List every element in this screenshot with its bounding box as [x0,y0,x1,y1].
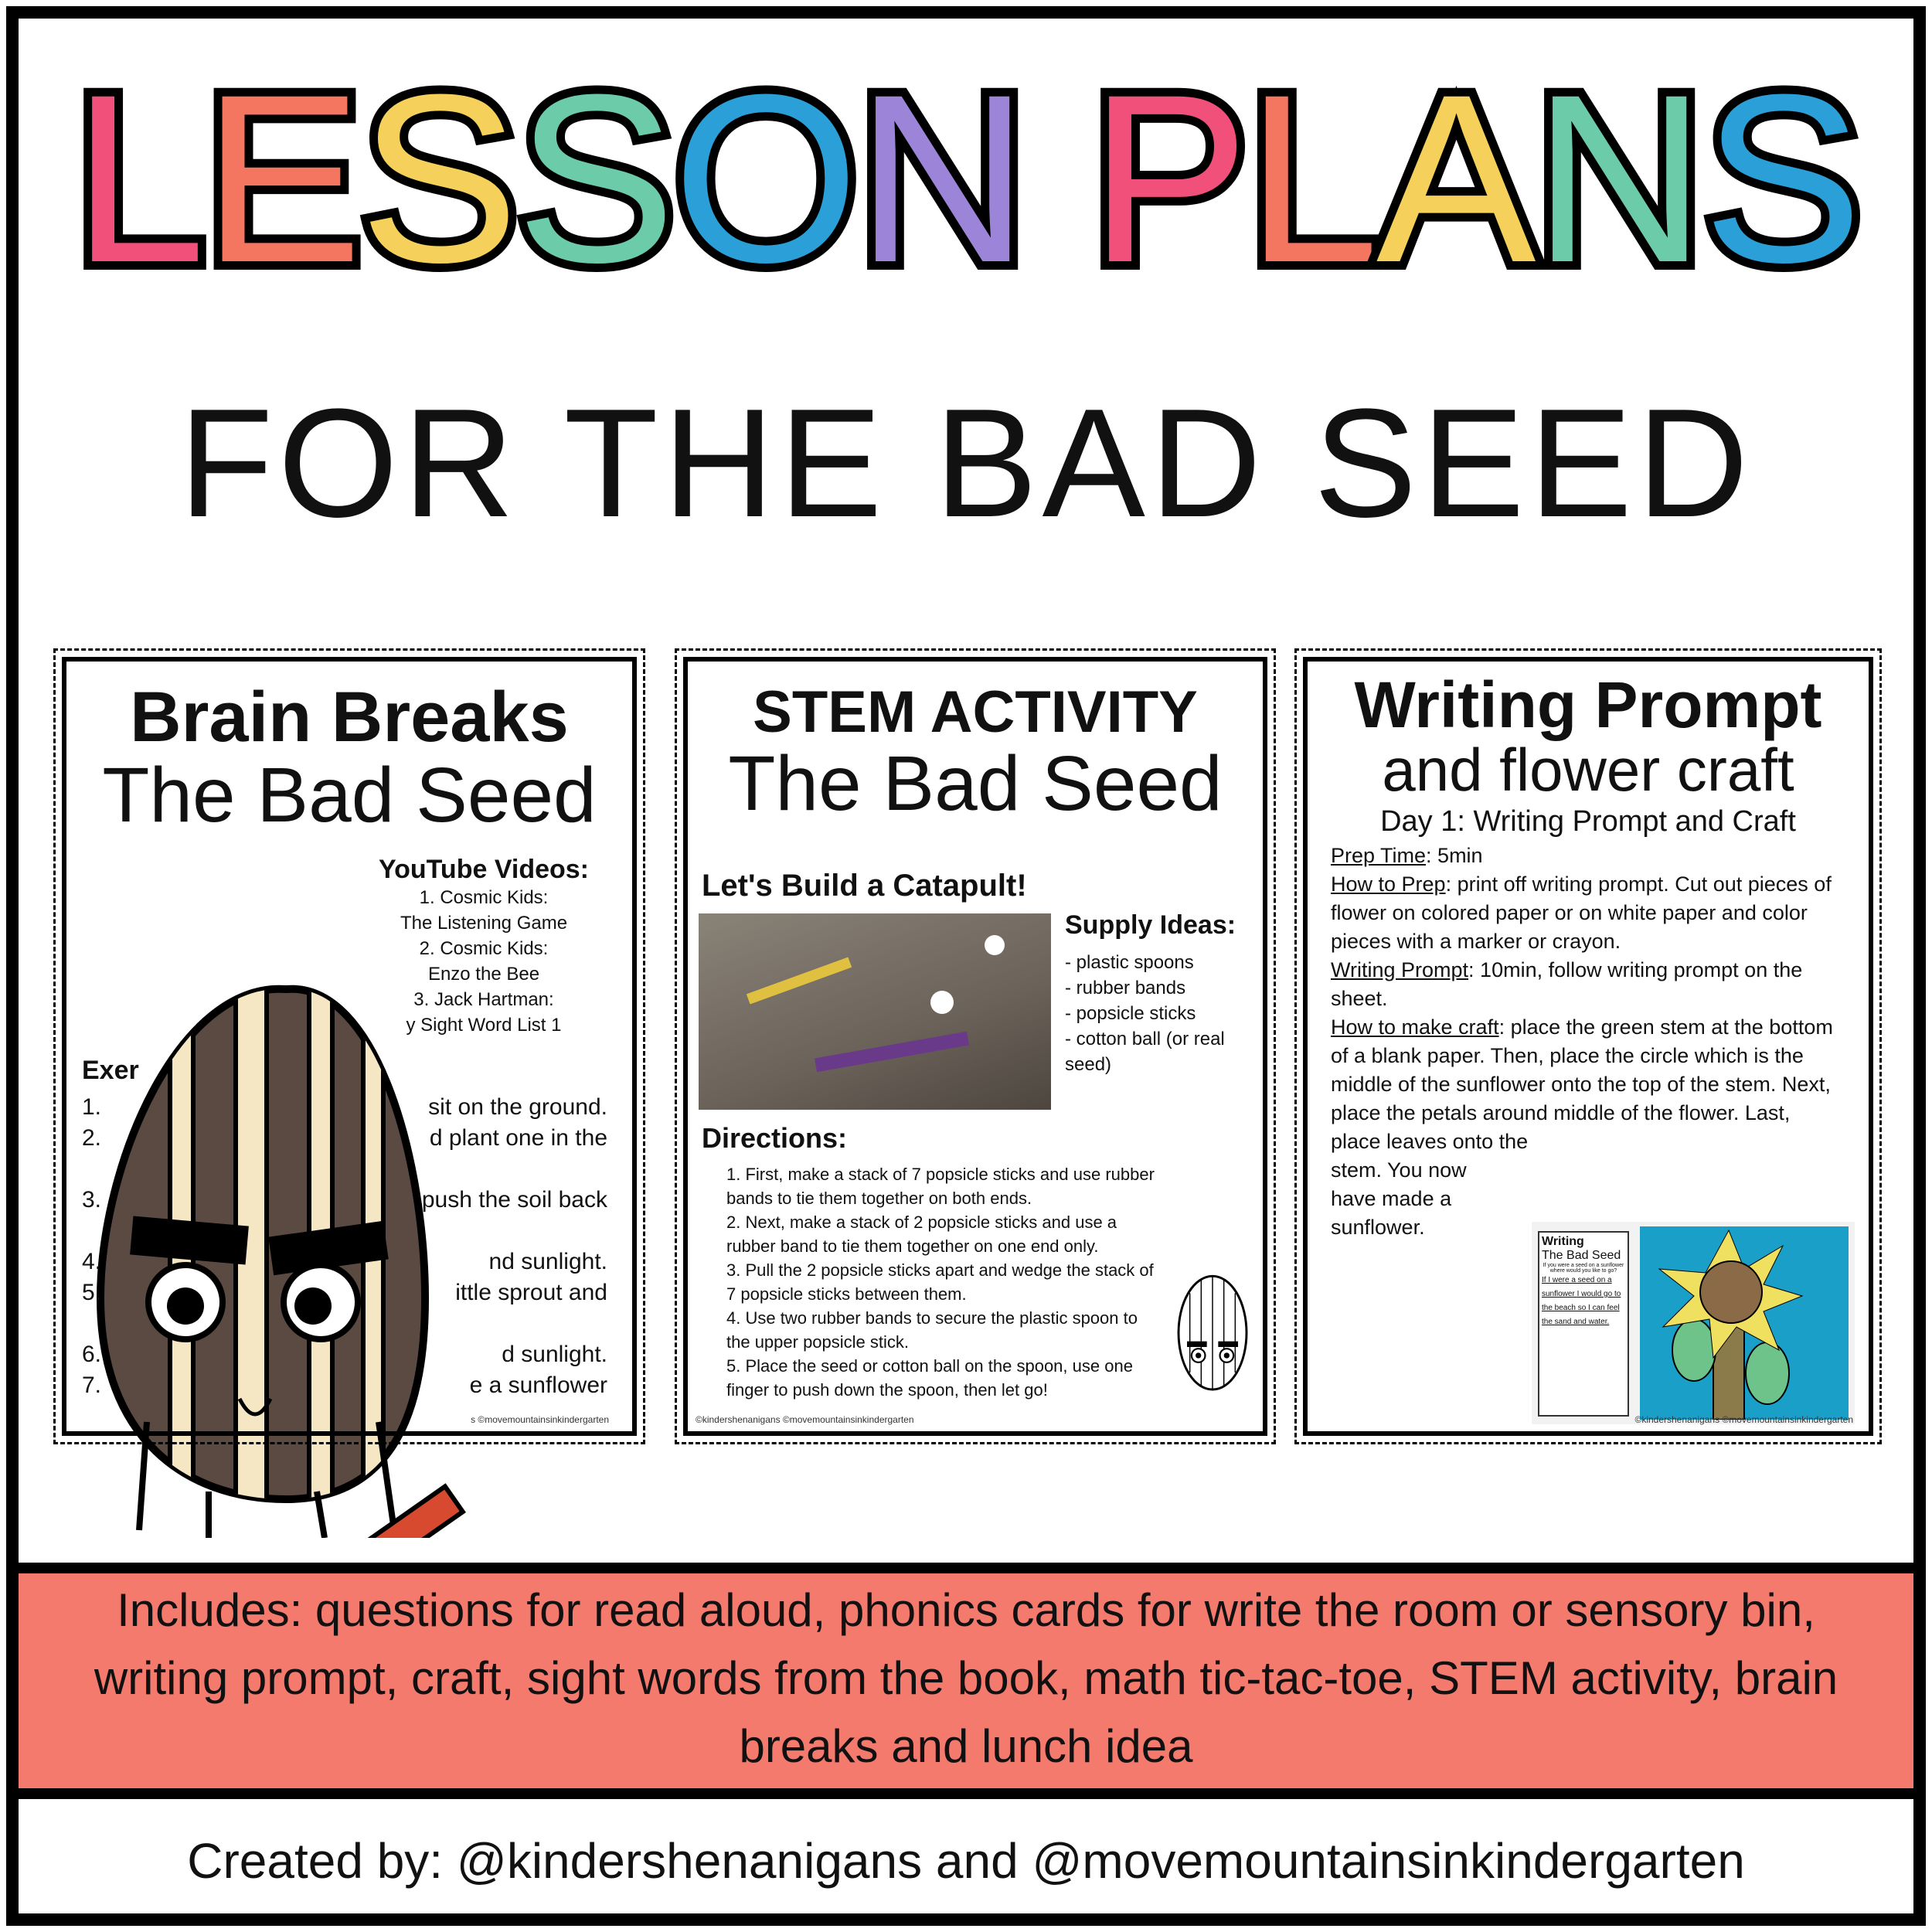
stem-activity-card [683,657,1267,1436]
exercise-item: 3. push the soil back [82,1187,607,1213]
video-item: The Listening Game [400,913,568,934]
activity-heading: Let's Build a Catapult! [702,869,1027,903]
catapult-photo [699,913,1051,1110]
directions-heading: Directions: [702,1122,848,1154]
title-letter: S [515,44,673,312]
direction-step: 5. Place the seed or cotton ball on the spoon, use one finger to push down the spoon, then let go! [726,1356,1133,1400]
title-letter: N [855,44,1026,312]
exercise-item: 1. sit on the ground. [82,1094,607,1120]
exercise-item: 4. nd sunlight. [82,1249,607,1274]
craft-end-text: stem. You now have made a sunflower. [1331,1158,1467,1240]
supply-item: - plastic spoons [1065,952,1194,973]
card-subtitle: and flower craft [1382,736,1794,804]
exercises-heading: Exer [82,1056,139,1085]
supply-item: - rubber bands [1065,978,1186,998]
card-footer: s ©movemountainsinkindergarten [471,1414,609,1425]
seed-outline-icon [1170,1269,1255,1408]
title-letter: A [1376,44,1533,312]
craft-photo [1532,1222,1855,1424]
title-letter: S [1702,44,1860,312]
sunflower-craft [1640,1226,1849,1420]
card-subtitle: The Bad Seed [728,740,1223,827]
title-letter: P [1089,44,1247,312]
sheet-question: If you were a seed on a sunflower where would you like to go? [1543,1263,1624,1274]
youtube-list [337,855,631,1038]
prompt-text: : 10min, follow writing prompt on the sheet. [1331,958,1803,1011]
supply-item: - popsicle sticks [1065,1003,1196,1024]
card-subtitle: The Bad Seed [102,751,597,838]
page-subtitle: FOR THE BAD SEED [179,377,1753,549]
writing-sheet [1538,1231,1629,1417]
instructions [1308,838,1869,1245]
title-letter: E [202,44,359,312]
exercise-item: 5. ittle sprout and [82,1280,607,1305]
card-footer: ©kindershenanigans ©movemountainsinkindergarten [1634,1414,1853,1425]
prep-label: Prep Time [1331,844,1427,868]
craft-label: How to make craft [1331,1015,1499,1039]
video-item: 1. Cosmic Kids: [419,887,549,908]
video-item: 2. Cosmic Kids: [419,938,549,959]
credit-line: Created by: @kindershenanigans and @movemountainsinkindergarten [187,1833,1745,1889]
day-heading: Day 1: Writing Prompt and Craft [1380,805,1796,838]
sheet-subtitle: The Bad Seed [1542,1249,1621,1262]
sheet-title: Writing [1542,1235,1584,1248]
card-title: Brain Breaks [130,678,569,757]
supply-list [1065,910,1258,1077]
card-title: Writing Prompt [1354,668,1822,741]
direction-step: 3. Pull the 2 popsicle sticks apart and wedge the stack of 7 popsicle sticks between them. [726,1260,1154,1304]
includes-banner: Includes: questions for read aloud, phonics cards for write the room or sensory bin, writing prompt, craft, sight words from the book, math tic-tac-toe, STEM activity, brain breaks and lunch idea [19,1563,1913,1799]
page-title [0,46,1932,310]
video-item: 3. Jack Hartman: [413,989,554,1010]
craft-text: : place the green stem at the bottom of a blank paper. Then, place the circle which is the middle of the sunflower onto the top of the stem. Next, place the petals around middle of the flower. Last, place leaves onto the [1331,1015,1833,1154]
sheet-answer: If I were a seed on a sunflower I would go to the beach so I can feel the sand and water. [1542,1276,1621,1326]
card-title: STEM ACTIVITY [753,679,1198,745]
howprep-text: : print off writing prompt. Cut out pieces of flower on colored paper or on white paper and color pieces with a marker or crayon. [1331,872,1832,954]
direction-step: 1. First, make a stack of 7 popsicle sticks and use rubber bands to tie them together on both ends. [726,1165,1155,1208]
exercise-item: 7. e a sunflower [82,1372,607,1398]
videos-heading: YouTube Videos: [378,855,590,884]
supply-heading: Supply Ideas: [1065,910,1236,940]
direction-step: 4. Use two rubber bands to secure the plastic spoon to the upper popsicle stick. [726,1308,1138,1352]
writing-prompt-card [1303,657,1873,1436]
exercise-item: 6. d sunlight. [82,1342,607,1367]
card-footer: ©kindershenanigans ©movemountainsinkindergarten [696,1414,914,1425]
brain-breaks-card [62,657,637,1436]
direction-step: 2. Next, make a stack of 2 popsicle sticks and use a rubber band to tie them together on one end only. [726,1213,1117,1256]
exercise-item: 2. d plant one in the [82,1125,607,1151]
title-letter: S [359,44,516,312]
supply-item: - cotton ball (or real seed) [1065,1029,1225,1075]
prompt-label: Writing Prompt [1331,958,1469,982]
title-letter: L [72,44,203,312]
prep-text: : 5min [1426,844,1483,868]
title-letter: N [1532,44,1703,312]
howprep-label: How to Prep [1331,872,1446,896]
title-letter: L [1246,44,1376,312]
video-item: y Sight Word List 1 [406,1015,562,1036]
video-item: Enzo the Bee [427,964,540,985]
title-letter: O [672,44,856,312]
title-letter [1026,44,1090,312]
